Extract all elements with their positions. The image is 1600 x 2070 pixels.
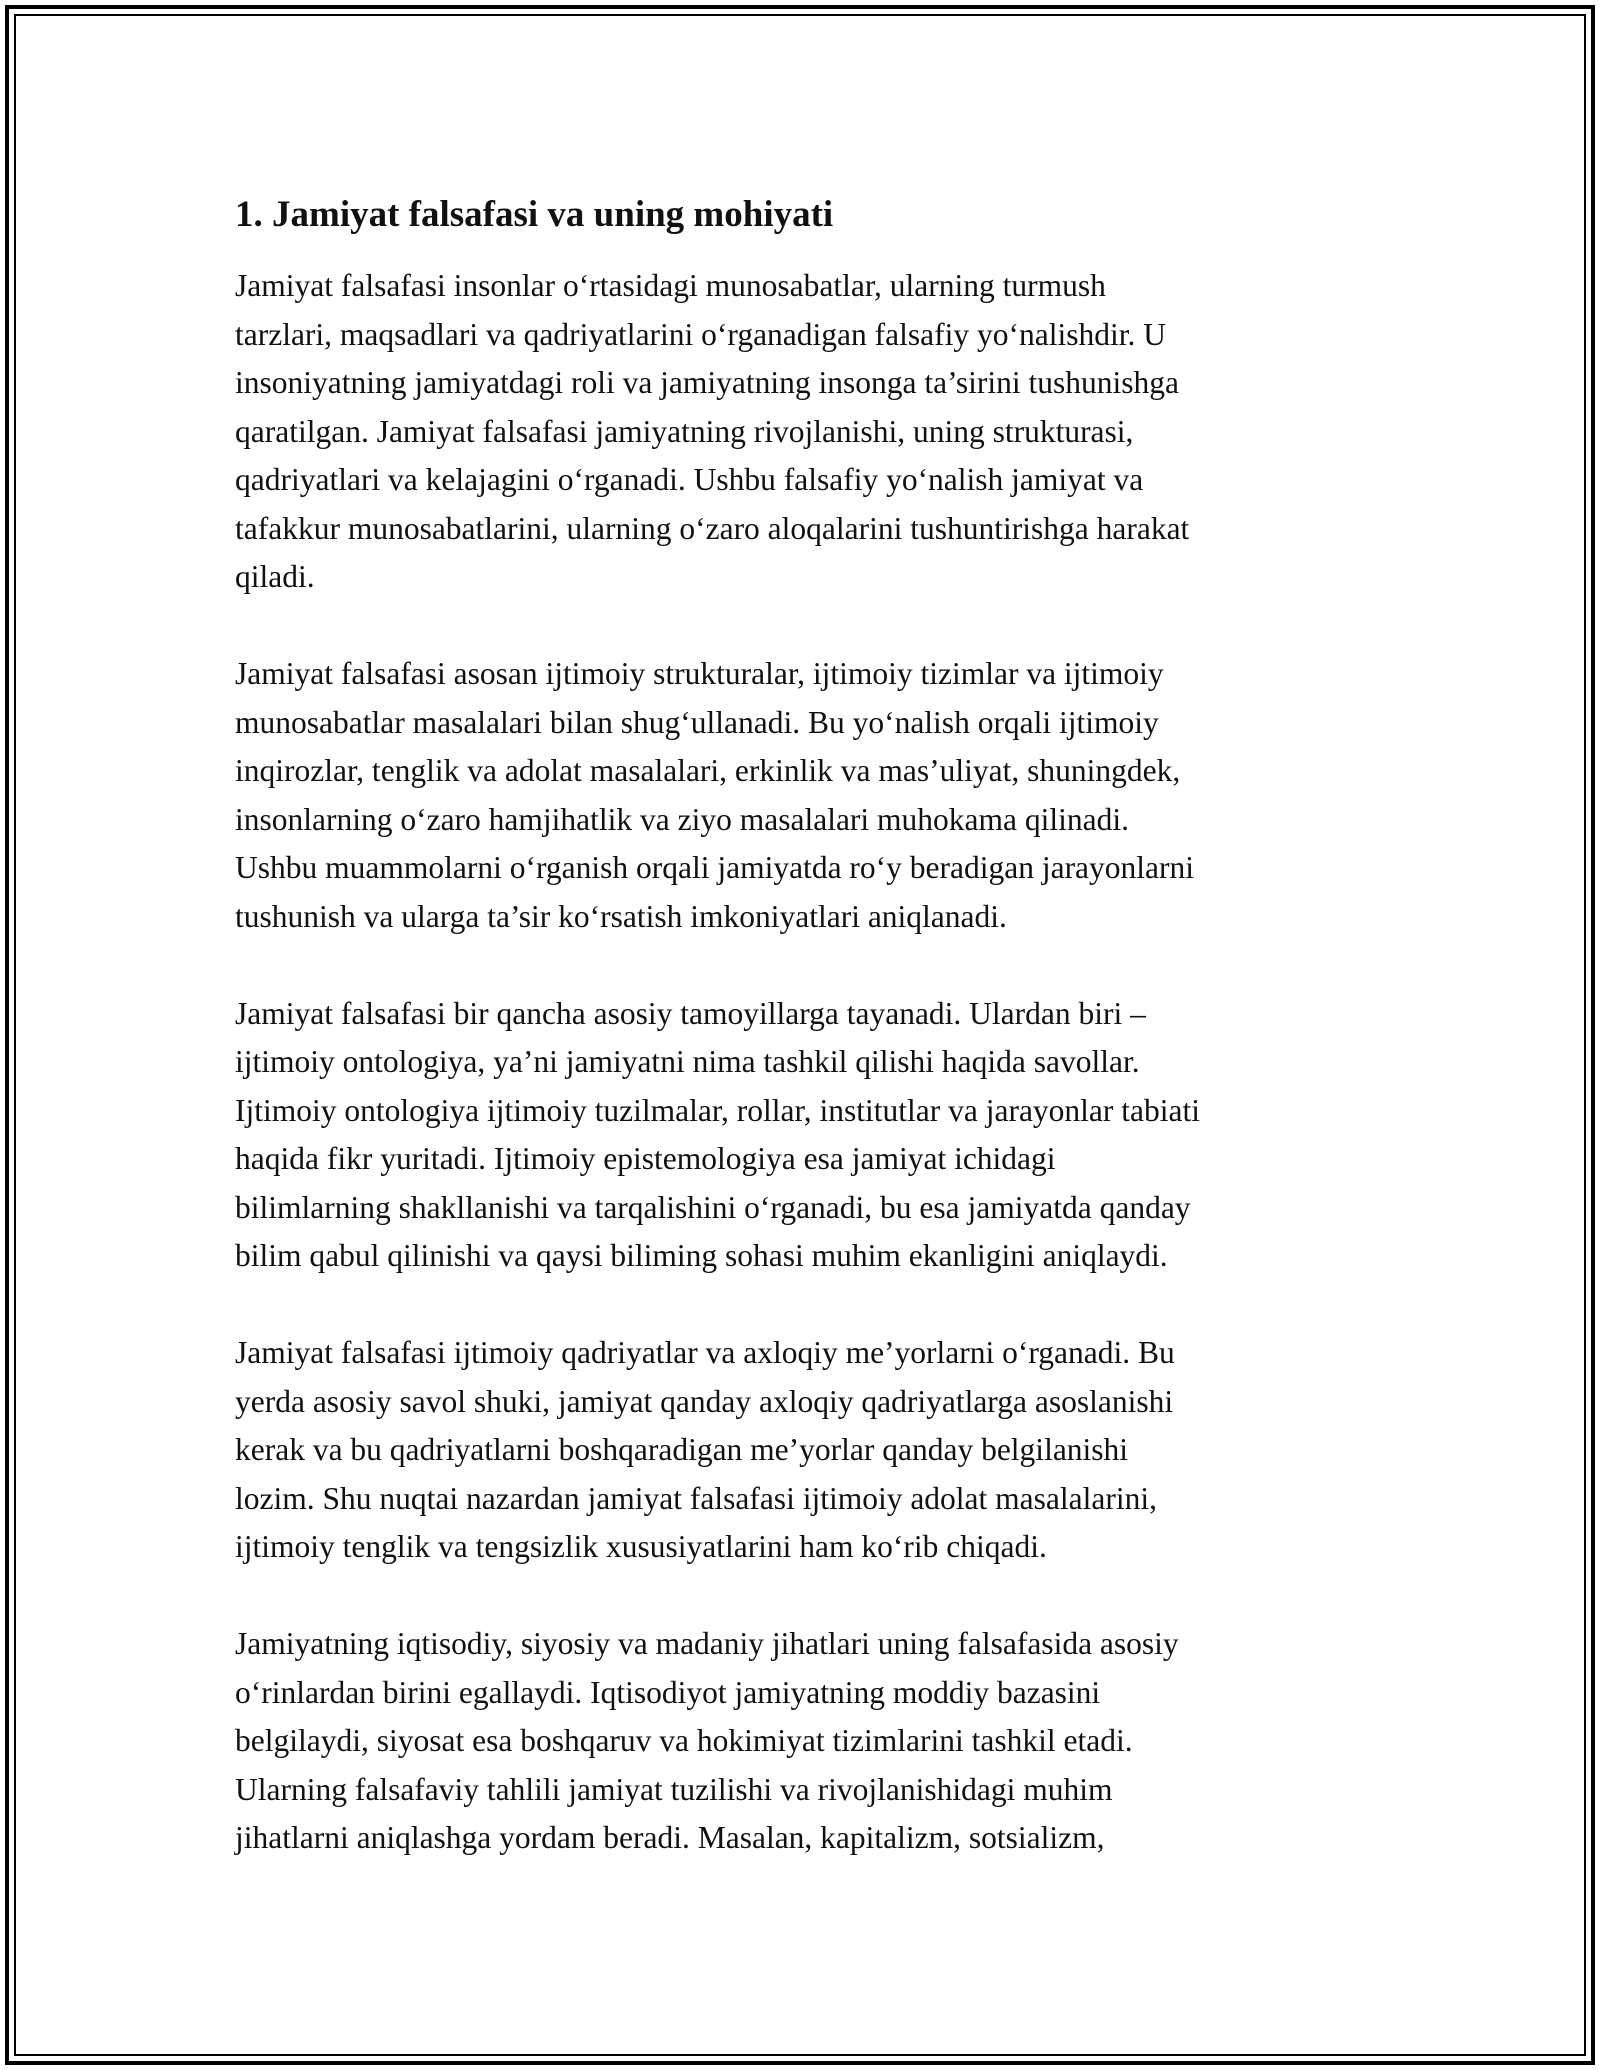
text-line: qiladi. <box>235 559 315 594</box>
text-line: insonlarning o‘zaro hamjihatlik va ziyo masalalari muhokama qilinadi. <box>235 801 1129 837</box>
text-line: lozim. Shu nuqtai nazardan jamiyat falsafasi ijtimoiy adolat masalalarini, <box>235 1480 1157 1516</box>
text-line: Jamiyat falsafasi ijtimoiy qadriyatlar va axloqiy me’yorlarni o‘rganadi. Bu <box>235 1335 1175 1370</box>
text-line: belgilaydi, siyosat esa boshqaruv va hokimiyat tizimlarini tashkil etadi. <box>235 1723 1133 1758</box>
section-heading: 1. Jamiyat falsafasi va uning mohiyati <box>235 194 834 235</box>
text-line: Ijtimoiy ontologiya ijtimoiy tuzilmalar, rollar, institutlar va jarayonlar tabiati <box>235 1092 1200 1128</box>
text-line: o‘rinlardan birini egallaydi. Iqtisodiyot jamiyatning moddiy bazasini <box>235 1674 1101 1710</box>
text-line: Jamiyat falsafasi insonlar o‘rtasidagi munosabatlar, ularning turmush <box>235 268 1106 303</box>
text-line: kerak va bu qadriyatlarni boshqaradigan me’yorlar qanday belgilanishi <box>235 1432 1129 1467</box>
paragraph-1 <box>235 262 1370 602</box>
paragraph-2 <box>235 650 1370 941</box>
text-line: bilimlarning shakllanishi va tarqalishini o‘rganadi, bu esa jamiyatda qanday <box>235 1189 1191 1225</box>
text-line: Ushbu muammolarni o‘rganish orqali jamiyatda ro‘y beradigan jarayonlarni <box>235 850 1195 885</box>
text-line: haqida fikr yuritadi. Ijtimoiy epistemologiya esa jamiyat ichidagi <box>235 1141 1056 1176</box>
text-line: qaratilgan. Jamiyat falsafasi jamiyatning rivojlanishi, uning strukturasi, <box>235 413 1134 449</box>
text-line: ijtimoiy ontologiya, ya’ni jamiyatni nima tashkil qilishi haqida savollar. <box>235 1044 1140 1079</box>
text-line: Jamiyat falsafasi bir qancha asosiy tamoyillarga tayanadi. Ulardan biri – <box>235 995 1146 1031</box>
text-line: inqirozlar, tenglik va adolat masalalari, erkinlik va mas’uliyat, shuningdek, <box>235 753 1181 788</box>
paragraph-3 <box>235 990 1370 1281</box>
paragraph-4 <box>235 1329 1370 1572</box>
text-line: tafakkur munosabatlarini, ularning o‘zaro aloqalarini tushuntirishga harakat <box>235 510 1190 546</box>
text-line: bilim qabul qilinishi va qaysi biliming sohasi muhim ekanligini aniqlaydi. <box>235 1238 1168 1273</box>
text-line: munosabatlar masalalari bilan shug‘ullanadi. Bu yo‘nalish orqali ijtimoiy <box>235 704 1159 740</box>
text-line: Jamiyat falsafasi asosan ijtimoiy strukturalar, ijtimoiy tizimlar va ijtimoiy <box>235 656 1164 691</box>
text-line: yerda asosiy savol shuki, jamiyat qanday axloqiy qadriyatlarga asoslanishi <box>235 1383 1174 1419</box>
text-line: Ularning falsafaviy tahlili jamiyat tuzilishi va rivojlanishidagi muhim <box>235 1771 1113 1807</box>
paragraph-5 <box>235 1620 1370 1863</box>
text-line: tushunish va ularga ta’sir ko‘rsatish imkoniyatlari aniqlanadi. <box>235 898 1007 934</box>
document-body <box>235 190 1370 1911</box>
text-line: tarzlari, maqsadlari va qadriyatlarini o‘rganadigan falsafiy yo‘nalishdir. U <box>235 316 1166 352</box>
text-line: qadriyatlari va kelajagini o‘rganadi. Ushbu falsafiy yo‘nalish jamiyat va <box>235 462 1144 497</box>
text-line: insoniyatning jamiyatdagi roli va jamiyatning insonga ta’sirini tushunishga <box>235 365 1180 400</box>
text-line: jihatlarni aniqlashga yordam beradi. Masalan, kapitalizm, sotsializm, <box>235 1820 1105 1855</box>
text-line: ijtimoiy tenglik va tengsizlik xususiyatlarini ham ko‘rib chiqadi. <box>235 1529 1047 1564</box>
text-line: Jamiyatning iqtisodiy, siyosiy va madaniy jihatlari uning falsafasida asosiy <box>235 1626 1179 1661</box>
